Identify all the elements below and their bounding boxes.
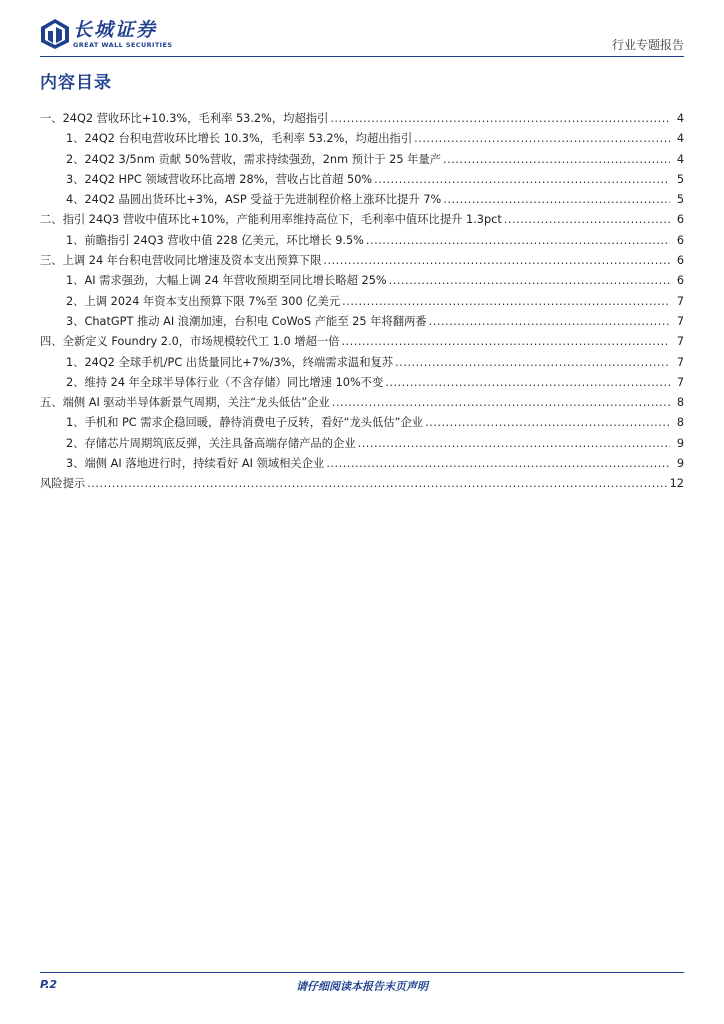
toc-entry-page: 7 [676, 294, 684, 308]
toc-entry[interactable] [40, 191, 684, 211]
toc-entry[interactable] [40, 394, 684, 414]
page-number: P.2 [40, 978, 58, 991]
toc-leader [330, 112, 670, 125]
toc-entry-text: 四、全新定义 Foundry 2.0，市场规模较代工 1.0 增超一倍 [40, 335, 340, 349]
toc-leader [87, 477, 667, 490]
toc-entry[interactable] [40, 211, 684, 231]
toc-entry-text: 2、存储芯片周期筑底反弹，关注具备高端存储产品的企业 [66, 436, 356, 450]
toc-leader [504, 213, 670, 226]
toc-entry-page: 8 [676, 416, 684, 430]
report-type-label: 行业专题报告 [611, 38, 684, 52]
company-logo [40, 18, 172, 50]
toc-leader [323, 254, 670, 267]
toc-entry[interactable] [40, 455, 684, 475]
toc-title: 内容目录 [40, 73, 112, 93]
toc-leader [389, 274, 670, 287]
toc-leader [443, 153, 670, 166]
toc-entry-text: 二、指引 24Q3 营收中值环比+10%，产能利用率维持高位下，毛利率中值环比提升 1.3pct [40, 213, 502, 227]
toc-entry-page: 8 [676, 396, 684, 410]
toc-leader [395, 356, 670, 369]
toc-entry-text: 3、端侧 AI 落地进行时，持续看好 AI 领域相关企业 [66, 457, 325, 471]
page-header [40, 18, 684, 54]
toc-entry-page: 7 [676, 314, 684, 328]
footer-divider [40, 972, 684, 973]
toc-entry-page: 5 [676, 193, 684, 207]
toc-leader [358, 437, 670, 450]
toc-entry-page: 4 [676, 152, 684, 166]
toc-entry-page: 9 [676, 436, 684, 450]
toc-entry[interactable] [40, 414, 684, 434]
toc-entry[interactable] [40, 333, 684, 353]
toc-entry-page: 6 [676, 213, 684, 227]
toc-entry-page: 4 [676, 112, 684, 125]
toc-leader [429, 315, 670, 328]
toc-entry-text: 五、端侧 AI 驱动半导体新景气周期，关注“龙头低估”企业 [40, 396, 330, 410]
toc-entry-text: 1、AI 需求强劲，大幅上调 24 年营收预期至同比增长略超 25% [66, 274, 387, 288]
toc-entry-text: 1、手机和 PC 需求企稳回暖，静待消费电子反转，看好“龙头低估”企业 [66, 416, 424, 430]
toc-entry-page: 7 [676, 335, 684, 349]
toc-entry-text: 一、24Q2 营收环比+10.3%，毛利率 53.2%，均超指引 [40, 112, 329, 125]
toc-entry-page: 6 [676, 274, 684, 288]
toc-entry-text: 1、前瞻指引 24Q3 营收中值 228 亿美元，环比增长 9.5% [66, 233, 364, 247]
toc-entry[interactable] [40, 354, 684, 374]
toc-entry[interactable] [40, 272, 684, 292]
toc-leader [332, 396, 670, 409]
toc-leader [326, 457, 670, 470]
toc-leader [385, 376, 670, 389]
toc-entry-text: 三、上调 24 年台积电营收同比增速及资本支出预算下限 [40, 254, 322, 268]
toc-leader [414, 132, 670, 145]
toc-entry-text: 2、上调 2024 年资本支出预算下限 7%至 300 亿美元 [66, 294, 341, 308]
toc-entry[interactable] [40, 435, 684, 455]
toc-leader [366, 234, 670, 247]
toc-entry[interactable] [40, 110, 684, 130]
toc-leader [374, 173, 670, 186]
toc-entry[interactable] [40, 171, 684, 191]
toc-entry[interactable] [40, 293, 684, 313]
toc-leader [342, 295, 670, 308]
toc-entry-text: 3、ChatGPT 推动 AI 浪潮加速，台积电 CoWoS 产能至 25 年将翻两番 [66, 314, 427, 328]
toc-entry[interactable] [40, 130, 684, 150]
toc-entry-text: 1、24Q2 台积电营收环比增长 10.3%，毛利率 53.2%，均超出指引 [66, 132, 413, 146]
table-of-contents [40, 110, 684, 496]
toc-entry-page: 5 [676, 172, 684, 186]
toc-entry-page: 6 [676, 254, 684, 268]
toc-entry[interactable] [40, 252, 684, 272]
toc-entry-text: 2、24Q2 3/5nm 贡献 50%营收，需求持续强劲，2nm 预计于 25 年量产 [66, 152, 442, 166]
logo-chinese-name: 长城证券 [73, 18, 158, 41]
toc-entry-text: 3、24Q2 HPC 领域营收环比高增 28%，营收占比首超 50% [66, 172, 373, 186]
toc-entry-page: 12 [669, 477, 684, 491]
toc-entry-text: 4、24Q2 晶圆出货环比+3%，ASP 受益于先进制程价格上涨环比提升 7% [66, 193, 442, 207]
footer-disclaimer: 请仔细阅读本报告末页声明 [296, 980, 428, 993]
toc-entry-page: 7 [676, 355, 684, 369]
toc-leader [341, 335, 670, 348]
toc-entry[interactable] [40, 232, 684, 252]
toc-entry[interactable] [40, 313, 684, 333]
toc-entry-page: 6 [676, 233, 684, 247]
toc-entry-text: 2、维持 24 年全球半导体行业（不含存储）同比增速 10%不变 [66, 375, 384, 389]
toc-entry[interactable] [40, 151, 684, 171]
toc-leader [443, 193, 670, 206]
toc-entry[interactable] [40, 475, 684, 495]
toc-entry-page: 4 [676, 132, 684, 146]
great-wall-logo-icon [40, 18, 70, 50]
toc-entry-text: 风险提示 [40, 477, 86, 491]
toc-entry-page: 9 [676, 457, 684, 471]
logo-english-name: GREAT WALL SECURITIES [73, 40, 173, 49]
toc-leader [425, 416, 670, 429]
toc-entry-page: 7 [676, 375, 684, 389]
toc-entry[interactable] [40, 374, 684, 394]
header-divider [40, 56, 684, 57]
toc-entry-text: 1、24Q2 全球手机/PC 出货量同比+7%/3%，终端需求温和复苏 [66, 355, 394, 369]
